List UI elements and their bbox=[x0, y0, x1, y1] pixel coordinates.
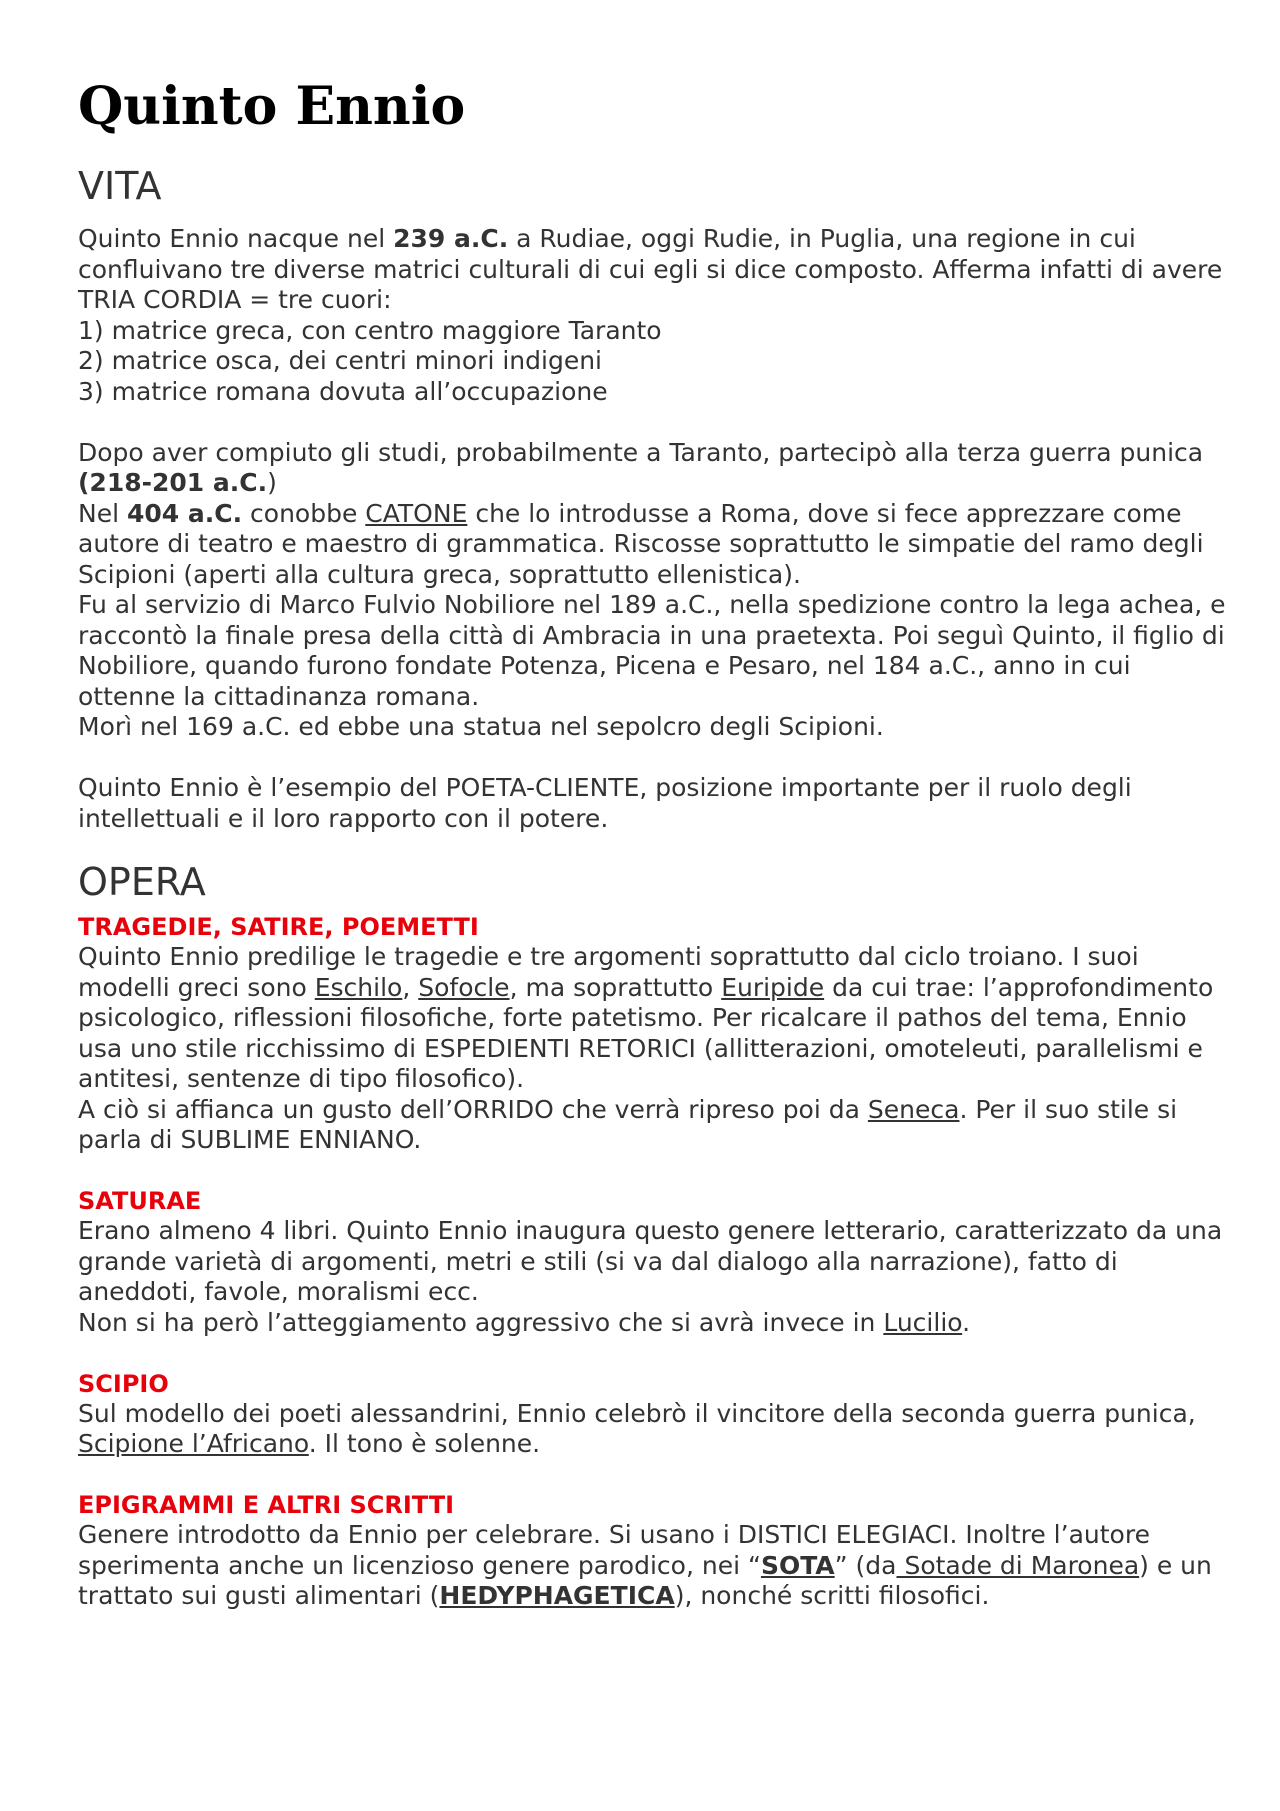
text: . bbox=[962, 1307, 971, 1337]
text: , ma soprattutto bbox=[509, 972, 722, 1002]
vita-paragraph-6: Quinto Ennio è l’esempio del POETA-CLIENTE, posizione importante per il ruolo degli intellettuali e il loro rapporto con il potere. bbox=[78, 773, 1132, 833]
spacer bbox=[78, 1338, 1228, 1369]
spacer bbox=[78, 743, 1228, 774]
link-catone[interactable]: CATONE bbox=[365, 498, 468, 528]
subheading-scipio: SCIPIO bbox=[78, 1369, 169, 1398]
text: a Rudiae, oggi Rudie, in Puglia, una regione in cui confluivano tre diverse matrici culturali di cui egli si dice composto. Afferma infatti di avere TRIA CORDIA = tre cuori: bbox=[78, 224, 1223, 314]
text: Genere introdotto da Ennio per celebrare. Si usano i DISTICI ELEGIACI. Inoltre l’autore sperimenta anche un licenzioso genere parodico, nei “ bbox=[78, 1520, 1150, 1580]
text: che lo introdusse a Roma, dove si fece apprezzare come autore di teatro e maestro di grammatica. Riscosse soprattutto le simpatie del ramo degli Scipioni (aperti alla cultura greca, soprattutto ellenistica). bbox=[78, 498, 1204, 589]
link-sotade[interactable]: Sotade di Maronea bbox=[896, 1550, 1140, 1580]
text: Sul modello dei poeti alessandrini, Ennio celebrò il vincitore della seconda guerra punica, bbox=[78, 1398, 1196, 1428]
subheading-saturae: SATURAE bbox=[78, 1187, 202, 1215]
text: Dopo aver compiuto gli studi, probabilmente a Taranto, partecipò alla terza guerra punica bbox=[78, 437, 1204, 467]
page-title: Quinto Ennio bbox=[78, 76, 466, 137]
epigrammi-paragraph-1 bbox=[78, 1520, 1228, 1612]
vita-paragraph-3 bbox=[78, 499, 1228, 591]
text: , bbox=[402, 972, 419, 1002]
vita-paragraph-5: Morì nel 169 a.C. ed ebbe una statua nel sepolcro degli Scipioni. bbox=[78, 712, 884, 741]
link-sofocle[interactable]: Sofocle bbox=[418, 972, 510, 1002]
text: ” (da bbox=[834, 1550, 897, 1580]
list-item: 3) matrice romana dovuta all’occupazione bbox=[78, 376, 608, 406]
link-sota[interactable]: SOTA bbox=[760, 1550, 835, 1580]
text: Quinto Ennio predilige le tragedie e tre argomenti soprattutto dal ciclo troiano. I suoi modelli greci sono bbox=[78, 942, 1139, 1002]
saturae-paragraph-2 bbox=[78, 1308, 1228, 1339]
text: . Per il suo stile si parla di SUBLIME ENNIANO. bbox=[78, 1094, 1178, 1154]
vita-paragraph-1 bbox=[78, 224, 1228, 316]
link-seneca[interactable]: Seneca bbox=[867, 1094, 960, 1124]
link-hedyphagetica[interactable]: HEDYPHAGETICA bbox=[439, 1581, 675, 1610]
text: . Il tono è solenne. bbox=[308, 1429, 541, 1458]
text: Quinto Ennio nacque nel bbox=[78, 224, 394, 253]
text: Non si ha però l’atteggiamento aggressivo che si avrà invece in bbox=[78, 1307, 884, 1337]
link-eschilo[interactable]: Eschilo bbox=[314, 972, 403, 1002]
tragedie-paragraph-2 bbox=[78, 1095, 1228, 1156]
text: da cui trae: l’approfondimento psicologico, riflessioni filosofiche, forte patetismo. Per ricalcare il pathos del tema, Ennio usa uno stile ricchissimo di ESPEDIENTI RETORICI (allitterazioni, omoteleuti, parallelismi e antitesi, sentenze di tipo filosofico). bbox=[78, 972, 1214, 1093]
date-bold: 404 a.C. bbox=[126, 498, 243, 528]
list-item: 2) matrice osca, dei centri minori indigeni bbox=[78, 346, 602, 375]
list-item: 1) matrice greca, con centro maggiore Taranto bbox=[78, 315, 662, 345]
text: conobbe bbox=[242, 498, 366, 528]
link-scipione[interactable]: Scipione l’Africano bbox=[78, 1429, 309, 1458]
tragedie-paragraph-1 bbox=[78, 942, 1228, 1095]
subheading-tragedie: TRAGEDIE, SATIRE, POEMETTI bbox=[78, 913, 479, 941]
scipio-paragraph-1 bbox=[78, 1399, 1228, 1460]
vita-paragraph-4: Fu al servizio di Marco Fulvio Nobiliore nel 189 a.C., nella spedizione contro la lega achea, e raccontò la finale presa della città di Ambracia in una praetexta. Poi seguì Quinto, il figlio di Nobiliore, quando furono fondate Potenza, Picena e Pesaro, nel 184 a.C., anno in cui ottenne la cittadinanza romana. bbox=[78, 590, 1226, 711]
spacer bbox=[78, 1156, 1228, 1187]
date-bold: 239 a.C. bbox=[393, 224, 509, 253]
text: Nel bbox=[78, 498, 127, 528]
subheading-epigrammi: EPIGRAMMI E ALTRI SCRITTI bbox=[78, 1491, 455, 1519]
spacer bbox=[78, 1460, 1228, 1491]
text: ) e un trattato sui gusti alimentari ( bbox=[78, 1550, 1212, 1610]
document-page bbox=[78, 62, 1228, 1612]
vita-paragraph-2 bbox=[78, 438, 1228, 499]
text: A ciò si affianca un gusto dell’ORRIDO che verrà ripreso poi da bbox=[78, 1094, 868, 1124]
text: ), nonché scritti filosofici. bbox=[674, 1581, 990, 1610]
saturae-paragraph-1: Erano almeno 4 libri. Quinto Ennio inaugura questo genere letterario, caratterizzato da una grande varietà di argomenti, metri e stili (si va dal dialogo alla narrazione), fatto di aneddoti, favole, moralismi ecc. bbox=[78, 1216, 1223, 1306]
section-heading-opera: OPERA bbox=[78, 860, 206, 904]
link-euripide[interactable]: Euripide bbox=[721, 972, 825, 1002]
spacer bbox=[78, 407, 1228, 438]
text: ) bbox=[267, 468, 277, 497]
section-heading-vita: VITA bbox=[78, 164, 162, 208]
link-lucilio[interactable]: Lucilio bbox=[883, 1307, 963, 1337]
date-bold: (218-201 a.C. bbox=[78, 468, 268, 497]
